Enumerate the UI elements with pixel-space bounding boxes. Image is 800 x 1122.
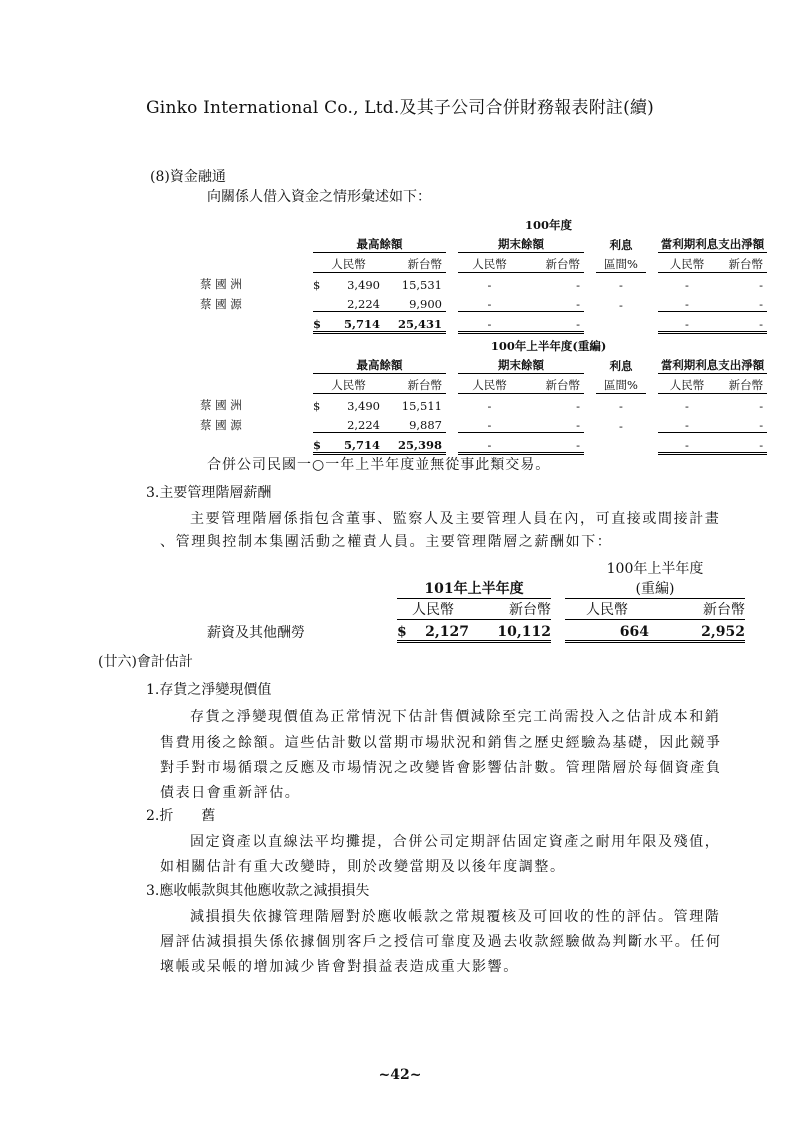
period-heading: 100年度 (525, 218, 573, 232)
max-ntd: 9,887 (384, 413, 446, 433)
group-rate: 利息 (609, 358, 633, 373)
interest-rmb: - (658, 413, 716, 433)
a-rmb: 2,127 (409, 620, 469, 642)
compensation-para-line1: 主要管理階層係指包含董事、監察人及主要管理人員在內，可直接或間接計畫 (190, 511, 721, 527)
estimates-heading: (廿六)會計估計 (98, 654, 193, 670)
estimate-title: 2.折 舊 (146, 808, 216, 824)
interest-ntd: - (716, 413, 767, 433)
compensation-para-line2: 、管理與控制本集團活動之權責人員。主要管理階層之薪酬如下： (160, 534, 613, 550)
col-ntd: 新台幣 (716, 253, 767, 273)
interest-rmb: - (685, 399, 689, 413)
lender-name: 蔡 國 源 (200, 417, 242, 432)
total-max-rmb: 5,714 (327, 312, 384, 333)
estimate-line: 存貨之淨變現價值為正常情況下估計售價減除至完工尚需投入之估計成本和銷 (190, 709, 721, 725)
total-interest-rmb: - (658, 433, 716, 454)
table-row (200, 620, 745, 642)
total-max-rmb: 5,714 (327, 433, 384, 454)
col-rmb: 人民幣 (565, 599, 649, 620)
currency-sign (313, 292, 327, 312)
interest-rmb: - (658, 292, 716, 312)
financing-heading: (8)資金融通 (150, 169, 226, 185)
end-rmb: - (487, 399, 492, 413)
estimate-line: 售費用後之餘額。這些估計數以當期市場狀況和銷售之歷史經驗為基礎，因此競爭 (160, 735, 722, 751)
period-b-line2: (重編) (565, 578, 745, 599)
page-number: ~42~ (378, 1067, 422, 1083)
compensation-heading: 3.主要管理階層薪酬 (146, 485, 272, 501)
estimate-title: 3.應收帳款與其他應收款之減損損失 (146, 883, 370, 899)
interest-rmb: - (685, 278, 689, 292)
col-ntd: 新台幣 (521, 374, 584, 394)
col-ntd: 新台幣 (469, 599, 551, 620)
col-rmb: 人民幣 (658, 253, 716, 273)
lender-name: 蔡 國 源 (200, 296, 242, 311)
group-rate: 利息 (609, 237, 633, 252)
total-row (200, 312, 767, 333)
col-rate-range: 區間% (596, 374, 646, 394)
table-row (200, 292, 767, 312)
row-label: 薪資及其他酬勞 (207, 624, 305, 641)
col-ntd: 新台幣 (521, 253, 584, 273)
currency-sign (313, 413, 327, 433)
col-ntd: 新台幣 (384, 374, 446, 394)
end-rmb: - (458, 413, 521, 433)
estimate-line: 減損損失依據管理階層對於應收帳款之常規覆核及可回收的性的評估。管理階 (190, 909, 721, 925)
estimate-line: 債表日會重新評估。 (160, 785, 301, 801)
total-interest-ntd: - (716, 312, 767, 333)
end-ntd: - (521, 292, 584, 312)
end-rmb: - (487, 278, 492, 292)
interest-ntd: - (716, 292, 767, 312)
currency-sign: $ (313, 312, 327, 333)
group-end-balance: 期末餘額 (458, 354, 584, 374)
period-a: 101年上半年度 (397, 578, 551, 599)
end-ntd: - (576, 399, 580, 413)
col-rate-range: 區間% (596, 253, 646, 273)
period-heading: 100年上半年度(重編) (490, 339, 607, 353)
financing-intro: 向關係人借入資金之情形彙述如下： (207, 189, 431, 205)
total-end-ntd: - (521, 312, 584, 333)
lender-name: 蔡 國 洲 (200, 277, 242, 291)
rate-range: - (619, 418, 623, 433)
col-rmb: 人民幣 (313, 374, 384, 394)
group-interest: 當利期利息支出淨額 (658, 354, 767, 374)
interest-ntd: - (759, 399, 764, 413)
loan-table-100h1-restated (200, 335, 767, 455)
end-ntd: - (576, 278, 580, 292)
total-end-ntd: - (521, 433, 584, 454)
b-rmb: 664 (565, 620, 649, 642)
table-row (200, 273, 767, 293)
a-ntd: 10,112 (469, 620, 551, 642)
total-end-rmb: - (458, 433, 521, 454)
estimate-line: 固定資產以直線法平均攤提，合併公司定期評估固定資產之耐用年限及殘值， (190, 834, 721, 850)
total-interest-ntd: - (716, 433, 767, 454)
col-rmb: 人民幣 (313, 253, 384, 273)
col-rmb: 人民幣 (458, 253, 521, 273)
total-row (200, 433, 767, 454)
col-rmb: 人民幣 (397, 599, 469, 620)
rate-range: - (619, 399, 623, 413)
estimate-line: 壞帳或呆帳的增加減少皆會對損益表造成重大影響。 (160, 959, 519, 975)
rate-range: - (619, 278, 623, 292)
currency-sign: $ (313, 399, 321, 413)
period-b-line1: 100年上半年度 (606, 561, 704, 577)
compensation-table (200, 558, 745, 643)
estimate-line: 層評估減損損失係依據個別客戶之授信可靠度及過去收款經驗做為判斷水平。任何 (160, 934, 722, 950)
max-rmb: 3,490 (347, 399, 380, 413)
group-max-balance: 最高餘額 (313, 354, 446, 374)
max-ntd: 9,900 (384, 292, 446, 312)
estimate-title: 1.存貨之淨變現價值 (146, 682, 272, 698)
max-ntd: 15,531 (401, 278, 442, 292)
estimate-line: 對手對市場循環之反應及市場情況之改變皆會影響估計數。管理階層於每個資產負 (160, 760, 722, 776)
currency-sign: $ (313, 433, 327, 454)
estimate-line: 如相關估計有重大改變時，則於改變當期及以後年度調整。 (160, 859, 566, 875)
col-ntd: 新台幣 (649, 599, 745, 620)
total-end-rmb: - (458, 312, 521, 333)
page-title: Ginko International Co., Ltd.及其子公司合併財務報表附註(續) (146, 98, 654, 118)
total-max-ntd: 25,431 (384, 312, 446, 333)
lender-name: 蔡 國 洲 (200, 398, 242, 412)
end-ntd: - (521, 413, 584, 433)
group-end-balance: 期末餘額 (458, 233, 584, 253)
b-ntd: 2,952 (649, 620, 745, 642)
group-interest: 當利期利息支出淨額 (658, 233, 767, 253)
loan-table-100 (200, 214, 767, 334)
group-max-balance: 最高餘額 (313, 233, 446, 253)
rate-range: - (619, 297, 623, 312)
max-rmb: 2,224 (327, 292, 384, 312)
table-row (200, 413, 767, 433)
max-rmb: 3,490 (347, 278, 380, 292)
interest-ntd: - (759, 278, 764, 292)
col-ntd: 新台幣 (384, 253, 446, 273)
end-rmb: - (458, 292, 521, 312)
currency-sign: $ (313, 278, 321, 292)
max-ntd: 15,511 (401, 399, 442, 413)
total-interest-rmb: - (658, 312, 716, 333)
col-ntd: 新台幣 (716, 374, 767, 394)
table-row (200, 394, 767, 414)
financing-note: 合併公司民國一○一年上半年度並無從事此類交易。 (207, 457, 551, 473)
currency-sign: $ (397, 620, 409, 642)
col-rmb: 人民幣 (658, 374, 716, 394)
max-rmb: 2,224 (327, 413, 384, 433)
col-rmb: 人民幣 (458, 374, 521, 394)
total-max-ntd: 25,398 (384, 433, 446, 454)
